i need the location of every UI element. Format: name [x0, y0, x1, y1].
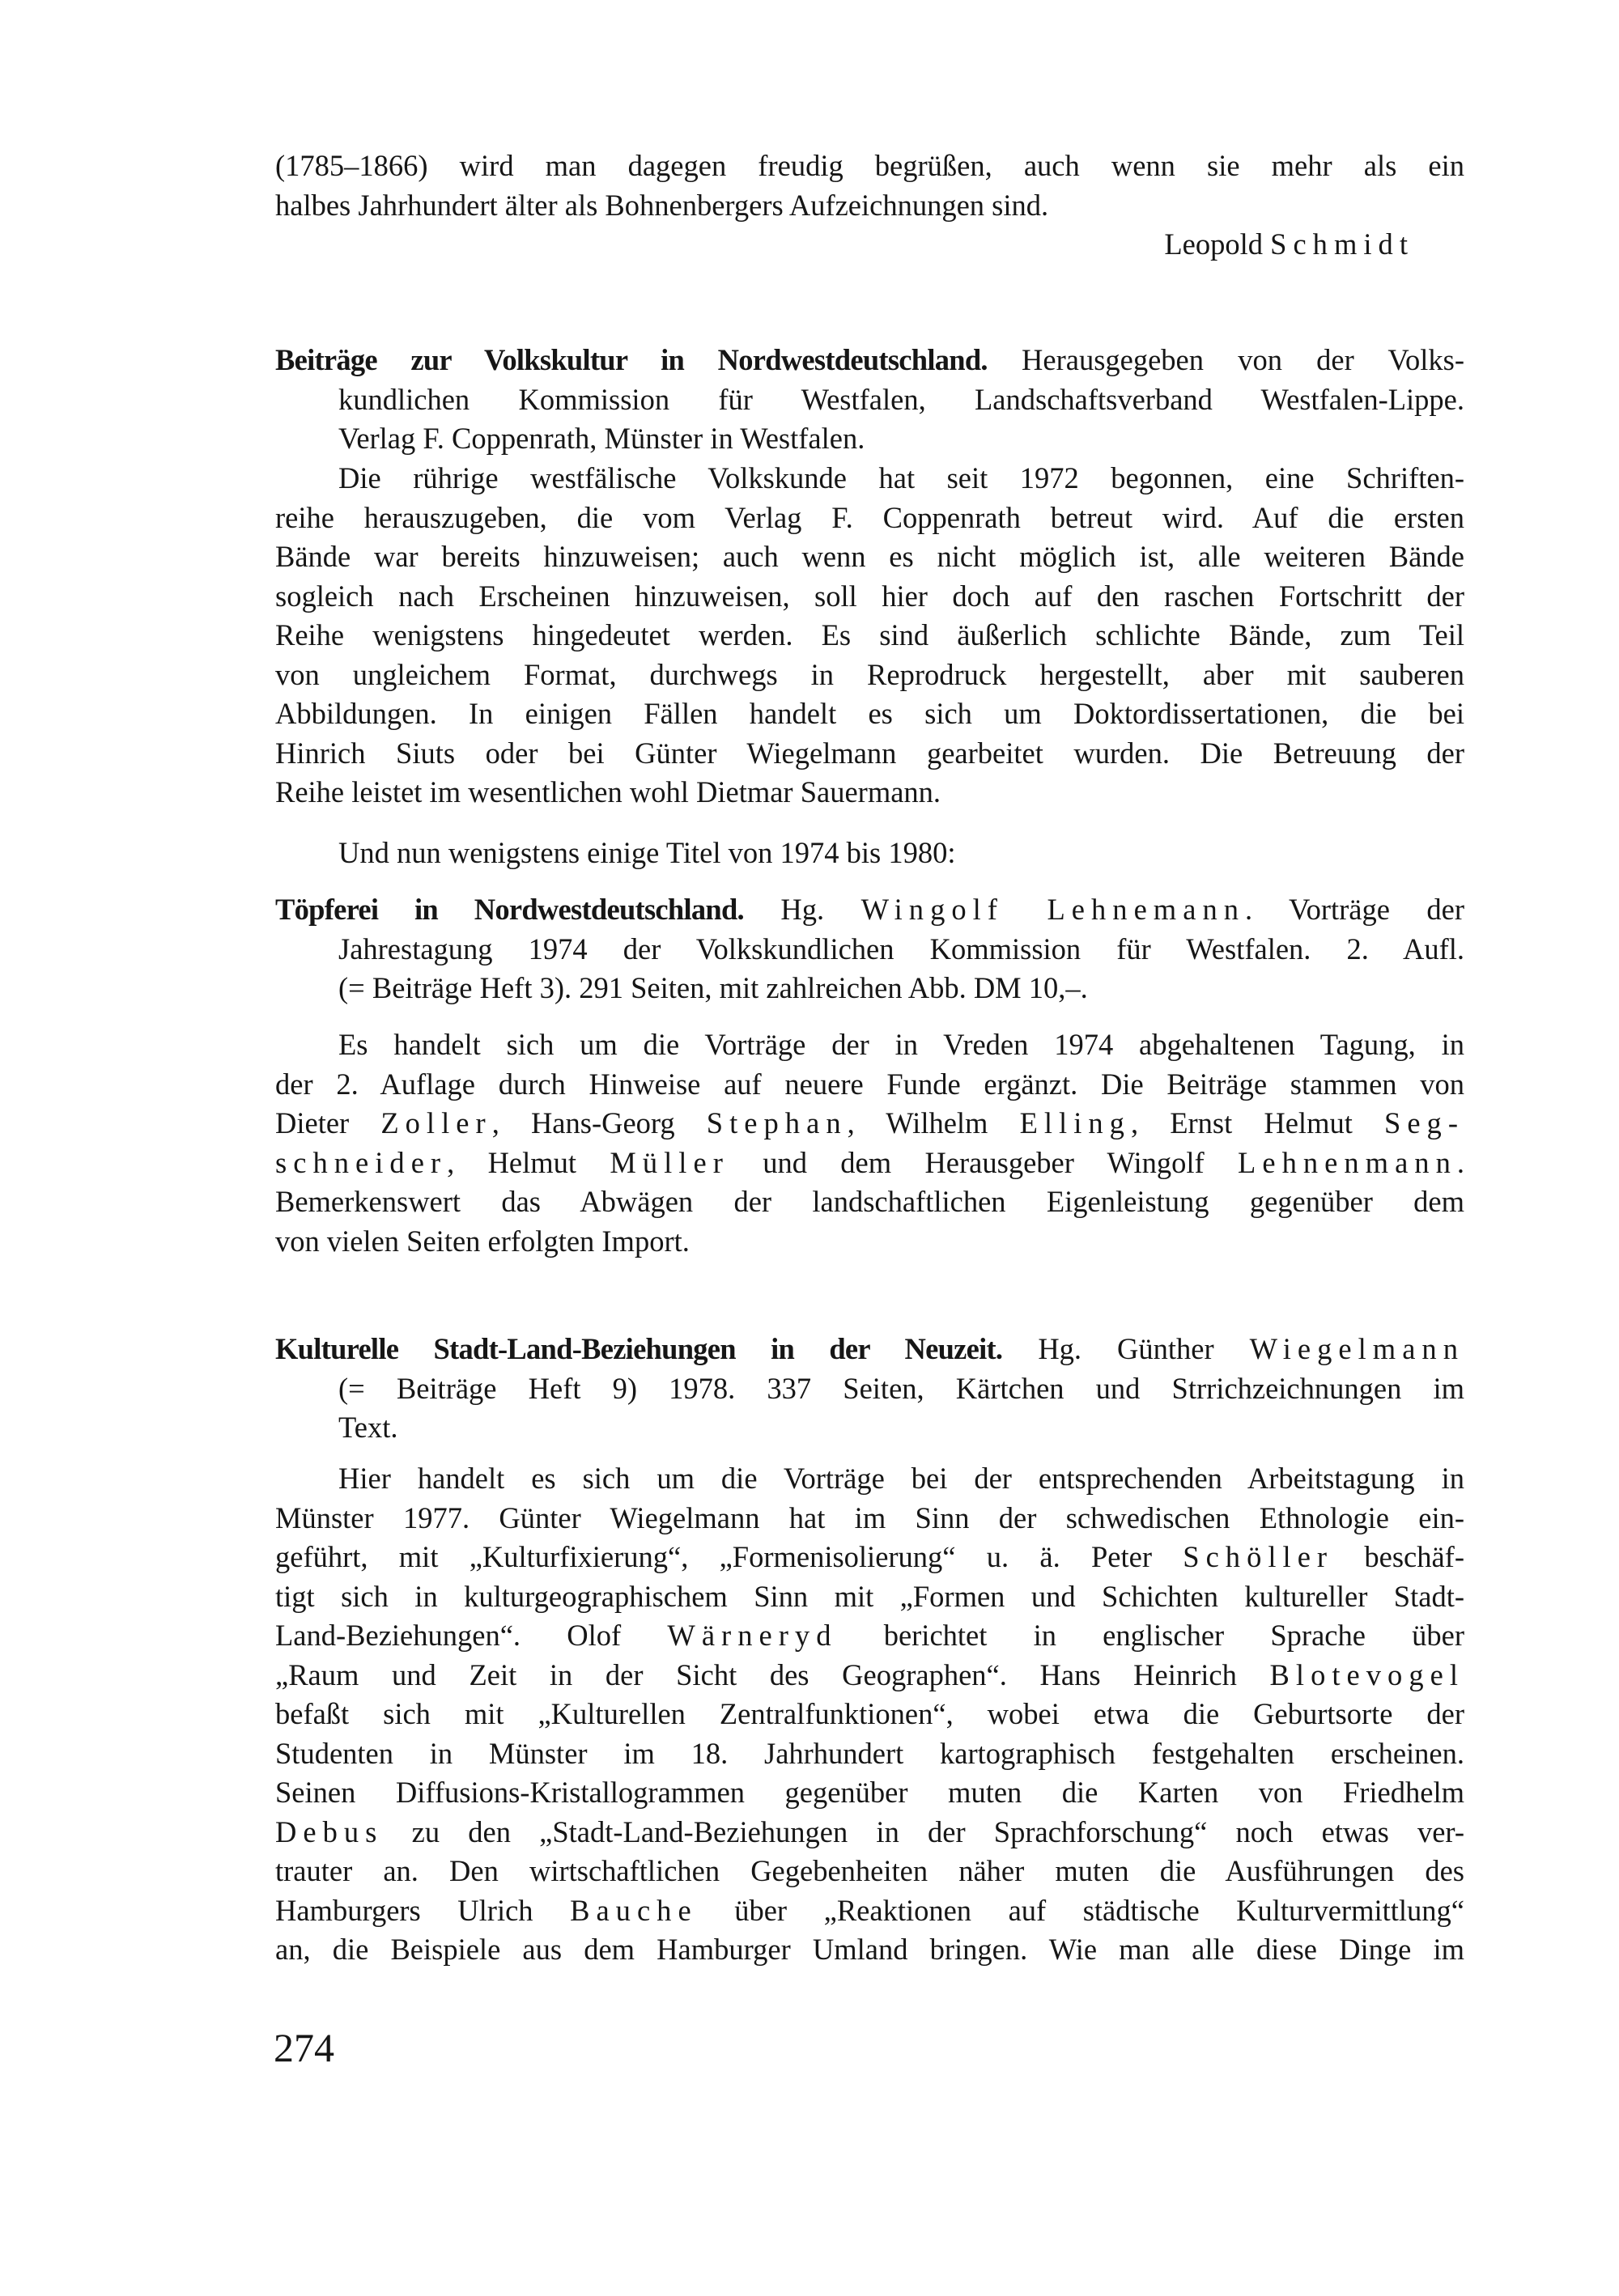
review-ending	[275, 146, 1464, 265]
text-run: Reihe leistet im wesentlichen wohl Dietmar Sauermann.	[275, 775, 941, 808]
person-name-spaced: Seg-	[1383, 1106, 1465, 1140]
text-line	[275, 1144, 1464, 1183]
text-line	[275, 1538, 1464, 1577]
text-line	[275, 694, 1464, 734]
text-run: Hier handelt es sich um die Vorträge bei der entsprechenden Arbeitstagung in	[338, 1462, 1464, 1495]
book-title-bold: Beiträge zur Volkskultur in Nordwestdeutschland.	[275, 343, 988, 376]
text-run: trauter an. Den wirtschaftlichen Gegebenheiten näher muten die Ausführungen des	[275, 1854, 1464, 1887]
text-run: Hamburgers Ulrich	[275, 1893, 571, 1927]
person-name-spaced: Wärneryd	[667, 1619, 838, 1652]
text-line	[275, 225, 1464, 265]
text-run: , Ernst Helmut	[1130, 1106, 1384, 1140]
paragraph-titles-intro	[275, 834, 1464, 873]
text-line	[275, 1104, 1464, 1144]
entry-heading-toepferei	[275, 890, 1464, 1008]
text-run: Abbildungen. In einigen Fällen handelt es sich um Doktordissertationen, die bei	[275, 697, 1464, 730]
text-run: Verlag F. Coppenrath, Münster in Westfalen.	[338, 422, 865, 455]
person-name-spaced: Debus	[275, 1814, 384, 1848]
text-line	[275, 1330, 1464, 1369]
paragraph-arbeitstagung	[275, 1459, 1464, 1970]
text-line	[275, 1065, 1464, 1105]
text-run: Es handelt sich um die Vorträge der in Vreden 1974 abgehaltenen Tagung, in	[338, 1028, 1464, 1061]
text-run: Und nun wenigstens einige Titel von 1974 bis 1980:	[338, 836, 956, 869]
person-name-spaced: Müller	[610, 1145, 729, 1179]
text-line	[275, 1182, 1464, 1222]
person-name-spaced: Lehnenmann	[1238, 1145, 1457, 1179]
text-line	[275, 1025, 1464, 1065]
text-line	[275, 1734, 1464, 1774]
text-line	[275, 930, 1464, 970]
text-line	[275, 341, 1464, 380]
text-run: zu den „Stadt-Land-Beziehungen in der Sprachforschung“ noch etwas ver-	[383, 1814, 1464, 1848]
text-line	[275, 834, 1464, 873]
person-name-spaced: Schöller	[1183, 1540, 1334, 1573]
text-line	[275, 773, 1464, 813]
text-run: befaßt sich mit „Kulturellen Zentralfunktionen“, wobei etwa die Geburtsorte der	[275, 1697, 1464, 1730]
paragraph-vreden	[275, 1025, 1464, 1261]
text-line	[275, 1459, 1464, 1499]
text-line	[275, 1695, 1464, 1734]
text-run: , Hans-Georg	[491, 1106, 707, 1140]
entry-heading-kulturelle	[275, 1330, 1464, 1448]
text-run: tigt sich in kulturgeographischem Sinn mit „Formen und Schichten kultureller Stadt-	[275, 1579, 1464, 1613]
text-run: Herausgegeben von der Volks-	[987, 343, 1464, 376]
text-run: „Raum und Zeit in der Sicht des Geographen“. Hans Heinrich	[275, 1657, 1270, 1691]
text-line	[275, 1369, 1464, 1409]
text-run: (= Beiträge Heft 3). 291 Seiten, mit zahlreichen Abb. DM 10,–.	[338, 971, 1088, 1004]
text-run: über „Reaktionen auf städtische Kulturvermittlung“	[697, 1893, 1464, 1927]
text-run: Text.	[338, 1411, 398, 1444]
text-line	[275, 616, 1464, 656]
text-line	[275, 419, 1464, 459]
person-name-spaced: Stephan	[706, 1106, 848, 1140]
person-name-spaced: Schmidt	[1270, 227, 1414, 261]
text-run: , Wilhelm	[847, 1106, 1020, 1140]
text-line	[275, 380, 1464, 420]
text-run: berichtet in englischer Sprache über	[837, 1619, 1464, 1652]
text-run: Bemerkenswert das Abwägen der landschaftlichen Eigenleistung gegenüber dem	[275, 1185, 1464, 1218]
text-line	[275, 499, 1464, 538]
text-run: kundlichen Kommission für Westfalen, Landschaftsverband Westfalen-Lippe.	[338, 382, 1464, 416]
text-run: Leopold	[1164, 227, 1271, 261]
text-line	[275, 1656, 1464, 1695]
person-name-spaced: Zoller	[380, 1106, 492, 1140]
text-run: Land-Beziehungen“. Olof	[275, 1619, 668, 1652]
text-line	[275, 1577, 1464, 1617]
text-line	[275, 890, 1464, 930]
text-line	[275, 1891, 1464, 1931]
text-run: Die rührige westfälische Volkskunde hat seit 1972 begonnen, eine Schriften-	[338, 461, 1464, 494]
text-run: sogleich nach Erscheinen hinzuweisen, soll hier doch auf den raschen Fortschritt der	[275, 579, 1464, 613]
text-run: Bände war bereits hinzuweisen; auch wenn es nicht möglich ist, alle weiteren Bände	[275, 540, 1464, 573]
text-line	[275, 1930, 1464, 1970]
text-line	[275, 1773, 1464, 1813]
text-line	[275, 1813, 1464, 1853]
text-line	[275, 1616, 1464, 1656]
text-line	[275, 459, 1464, 499]
book-title-bold: Töpferei in Nordwestdeutschland.	[275, 893, 744, 926]
text-line	[275, 1499, 1464, 1538]
text-line	[275, 186, 1464, 226]
text-line	[275, 1222, 1464, 1262]
person-name-spaced: Blotevogel	[1269, 1657, 1464, 1691]
text-line	[275, 146, 1464, 186]
entry-heading-beitraege	[275, 341, 1464, 459]
text-line	[275, 1852, 1464, 1891]
text-run: von ungleichem Format, durchwegs in Reprodruck hergestellt, aber mit sauberen	[275, 657, 1464, 691]
text-run: beschäf-	[1333, 1540, 1464, 1573]
person-name-spaced: Elling	[1019, 1106, 1131, 1140]
text-run: , Helmut	[447, 1145, 610, 1179]
text-run: (1785–1866) wird man dagegen freudig begrüßen, auch wenn sie mehr als ein	[275, 149, 1464, 182]
text-run: an, die Beispiele aus dem Hamburger Umland bringen. Wie man alle diese Dinge im	[275, 1933, 1464, 1966]
text-line	[275, 734, 1464, 774]
text-line	[275, 537, 1464, 577]
text-line	[275, 656, 1464, 695]
text-line	[275, 1408, 1464, 1448]
book-title-bold: Kulturelle Stadt-Land-Beziehungen in der Neuzeit.	[275, 1332, 1003, 1365]
text-run: Jahrestagung 1974 der Volkskundlichen Kommission für Westfalen. 2. Aufl.	[338, 932, 1464, 966]
text-run: Dieter	[275, 1106, 381, 1140]
text-run: reihe herauszugeben, die vom Verlag F. Coppenrath betreut wird. Auf die ersten	[275, 500, 1464, 534]
text-run: Reihe wenigstens hingedeutet werden. Es sind äußerlich schlichte Bände, zum Teil	[275, 618, 1464, 651]
text-run: Studenten in Münster im 18. Jahrhundert kartographisch festgehalten erscheinen.	[275, 1736, 1464, 1770]
text-run: und dem Herausgeber Wingolf	[729, 1145, 1239, 1179]
text-run: halbes Jahrhundert älter als Bohnenbergers Aufzeichnungen sind.	[275, 188, 1049, 222]
text-line	[275, 969, 1464, 1008]
text-run: der 2. Auflage durch Hinweise auf neuere Funde ergänzt. Die Beiträge stammen von	[275, 1067, 1464, 1101]
page-number: 274	[274, 2025, 334, 2070]
text-run: (= Beiträge Heft 9) 1978. 337 Seiten, Kärtchen und Strrichzeichnungen im	[338, 1371, 1464, 1405]
text-run: .	[1456, 1145, 1464, 1179]
text-run: Hg. Günther	[1002, 1332, 1250, 1365]
person-name-spaced: Bauche	[570, 1893, 698, 1927]
person-name-spaced: schneider	[275, 1145, 448, 1179]
paragraph-series-description	[275, 459, 1464, 813]
person-name-spaced: Wingolf Lehnemann	[860, 893, 1246, 926]
text-run: Münster 1977. Günter Wiegelmann hat im Sinn der schwedischen Ethnologie ein-	[275, 1500, 1464, 1534]
text-run: Hg.	[743, 893, 861, 926]
text-run: . Vorträge der	[1245, 893, 1465, 926]
text-run: von vielen Seiten erfolgten Import.	[275, 1224, 690, 1258]
text-run: Seinen Diffusions-Kristallogrammen gegenüber muten die Karten von Friedhelm	[275, 1776, 1464, 1809]
person-name-spaced: Wiegelmann	[1249, 1332, 1464, 1365]
text-line	[275, 577, 1464, 617]
text-run: Hinrich Siuts oder bei Günter Wiegelmann gearbeitet wurden. Die Betreuung der	[275, 736, 1464, 770]
text-run: geführt, mit „Kulturfixierung“, „Formenisolierung“ u. ä. Peter	[275, 1540, 1183, 1573]
